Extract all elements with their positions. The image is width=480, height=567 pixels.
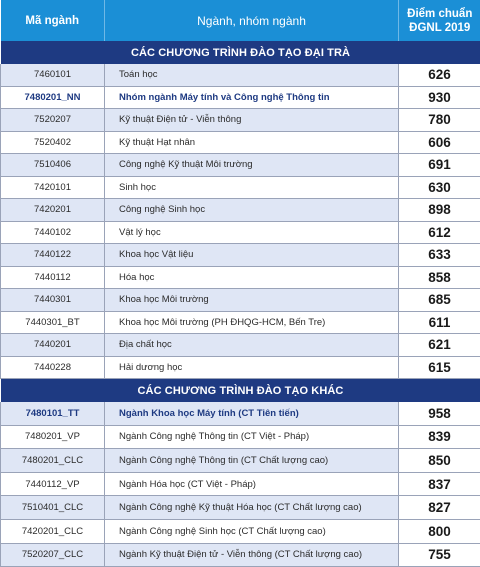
major-score: 606 (399, 131, 480, 154)
major-score: 930 (399, 86, 480, 109)
major-code: 7440301_BT (1, 311, 105, 334)
major-code: 7440112 (1, 266, 105, 289)
table-row (1, 449, 480, 473)
major-score: 612 (399, 221, 480, 244)
major-code: 7520402 (1, 131, 105, 154)
major-code: 7520207_CLC (1, 543, 105, 567)
major-code: 7510406 (1, 154, 105, 177)
major-name: Khoa học Vật liệu (105, 244, 399, 267)
section-title-other: CÁC CHƯƠNG TRÌNH ĐÀO TẠO KHÁC (1, 379, 480, 403)
major-code: 7420201_CLC (1, 519, 105, 543)
major-name: Toán học (105, 64, 399, 86)
major-name: Công nghệ Sinh học (105, 199, 399, 222)
major-score: 850 (399, 449, 480, 473)
table-row (1, 356, 480, 379)
major-score: 827 (399, 496, 480, 520)
major-score: 858 (399, 266, 480, 289)
table-row (1, 131, 480, 154)
table-row (1, 496, 480, 520)
major-name: Ngành Công nghệ Sinh học (CT Chất lượng cao) (105, 519, 399, 543)
major-code: 7440122 (1, 244, 105, 267)
major-score: 837 (399, 472, 480, 496)
major-code: 7480101_TT (1, 402, 105, 425)
major-name: Khoa học Môi trường (105, 289, 399, 312)
major-name: Ngành Khoa học Máy tính (CT Tiên tiến) (105, 402, 399, 425)
major-name: Hải dương học (105, 356, 399, 379)
major-score: 691 (399, 154, 480, 177)
major-name: Ngành Công nghệ Kỹ thuật Hóa học (CT Chất lượng cao) (105, 496, 399, 520)
major-name: Ngành Công nghệ Thông tin (CT Việt - Pháp) (105, 425, 399, 449)
major-name: Ngành Hóa học (CT Việt - Pháp) (105, 472, 399, 496)
major-code: 7510401_CLC (1, 496, 105, 520)
major-score: 615 (399, 356, 480, 379)
major-code: 7480201_VP (1, 425, 105, 449)
major-code: 7440112_VP (1, 472, 105, 496)
table-row (1, 86, 480, 109)
table-row (1, 311, 480, 334)
major-score: 685 (399, 289, 480, 312)
table-row (1, 543, 480, 567)
table-row (1, 425, 480, 449)
major-name: Sinh học (105, 176, 399, 199)
table-row (1, 244, 480, 267)
major-code: 7480201_CLC (1, 449, 105, 473)
major-code: 7440201 (1, 334, 105, 357)
table-row (1, 154, 480, 177)
header-score: Điểm chuẩn ĐGNL 2019 (399, 0, 480, 41)
table-row (1, 176, 480, 199)
major-score: 780 (399, 109, 480, 132)
major-code: 7460101 (1, 64, 105, 86)
major-score: 898 (399, 199, 480, 222)
major-name: Ngành Kỹ thuật Điện tử - Viễn thông (CT Chất lượng cao) (105, 543, 399, 567)
major-code: 7440228 (1, 356, 105, 379)
major-code: 7440102 (1, 221, 105, 244)
table-row (1, 472, 480, 496)
major-score: 839 (399, 425, 480, 449)
table-header-row (1, 0, 480, 41)
header-code: Mã ngành (1, 0, 105, 41)
table-row (1, 199, 480, 222)
major-name: Nhóm ngành Máy tính và Công nghệ Thông tin (105, 86, 399, 109)
header-name: Ngành, nhóm ngành (105, 0, 399, 41)
major-score: 633 (399, 244, 480, 267)
section-title-regular: CÁC CHƯƠNG TRÌNH ĐÀO TẠO ĐẠI TRÀ (1, 41, 480, 64)
major-name: Hóa học (105, 266, 399, 289)
major-name: Khoa học Môi trường (PH ĐHQG-HCM, Bến Tre) (105, 311, 399, 334)
major-score: 755 (399, 543, 480, 567)
major-name: Kỹ thuật Điện tử - Viễn thông (105, 109, 399, 132)
table-row (1, 64, 480, 86)
table-row (1, 519, 480, 543)
major-name: Ngành Công nghệ Thông tin (CT Chất lượng cao) (105, 449, 399, 473)
table-row (1, 221, 480, 244)
major-score: 611 (399, 311, 480, 334)
major-code: 7440301 (1, 289, 105, 312)
major-name: Công nghệ Kỹ thuật Môi trường (105, 154, 399, 177)
major-name: Địa chất học (105, 334, 399, 357)
table-row (1, 109, 480, 132)
major-score: 630 (399, 176, 480, 199)
major-code: 7420101 (1, 176, 105, 199)
major-name: Kỹ thuật Hạt nhân (105, 131, 399, 154)
major-code: 7520207 (1, 109, 105, 132)
table-row (1, 266, 480, 289)
major-code: 7480201_NN (1, 86, 105, 109)
major-code: 7420201 (1, 199, 105, 222)
table-row (1, 402, 480, 425)
major-score: 626 (399, 64, 480, 86)
major-score: 621 (399, 334, 480, 357)
table-row (1, 334, 480, 357)
major-score: 958 (399, 402, 480, 425)
table-row (1, 289, 480, 312)
major-name: Vật lý học (105, 221, 399, 244)
major-score: 800 (399, 519, 480, 543)
